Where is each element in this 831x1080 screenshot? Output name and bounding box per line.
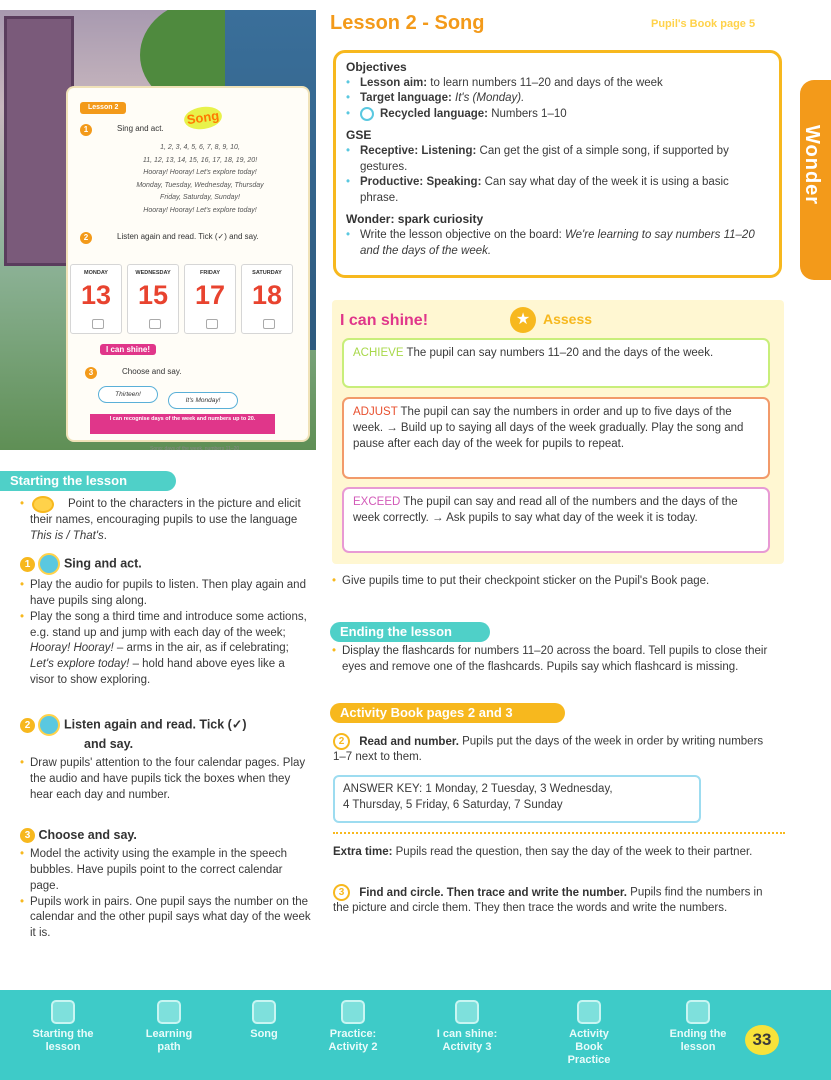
objectives-box bbox=[333, 50, 782, 278]
tick-box bbox=[263, 319, 275, 329]
i-can-shine-label: I can shine! bbox=[100, 344, 156, 355]
activity-3-heading: 3 Choose and say. bbox=[20, 827, 137, 844]
starting-lesson-heading: Starting the lesson bbox=[0, 471, 176, 491]
list-item: • Play the audio for pupils to listen. Then play again and have pupils sing along. bbox=[20, 578, 312, 610]
assess-label: Assess bbox=[543, 311, 593, 327]
exceed-box: EXCEED The pupil can say and read all of the numbers and the days of the week correctly. → Ask pupils to say what day of the week it is today. bbox=[342, 487, 770, 553]
list-item: • Productive: Speaking: Can say what day of the week it is using a basic phrase. bbox=[346, 175, 769, 207]
task-3-number: 3 bbox=[85, 367, 97, 379]
speech-bubble: It's Monday! bbox=[168, 392, 238, 409]
lyric-line: Friday, Saturday, Sunday! bbox=[160, 194, 240, 201]
objectives-heading: Objectives bbox=[346, 60, 407, 74]
list-item: • Lesson aim: to learn numbers 11–20 and days of the week bbox=[346, 76, 769, 92]
path-icon bbox=[157, 1000, 181, 1024]
tick-box bbox=[206, 319, 218, 329]
lyric-line: Hooray! Hooray! Let's explore today! bbox=[143, 169, 257, 176]
lesson-icon bbox=[51, 1000, 75, 1024]
nav-practice-activity-2[interactable]: Practice: Activity 2 bbox=[318, 1000, 388, 1054]
nav-starting-the-lesson[interactable]: Starting the lesson bbox=[28, 1000, 98, 1054]
ending-lesson-heading: Ending the lesson bbox=[330, 622, 490, 642]
activity-1-heading: 1 Sing and act. bbox=[20, 553, 142, 575]
calendar-page: FRIDAY 17 bbox=[184, 264, 236, 334]
achieve-box: ACHIEVE The pupil can say numbers 11–20 and the days of the week. bbox=[342, 338, 770, 388]
pupils-book-thumbnail bbox=[0, 10, 316, 450]
page-title: Lesson 2 - Song bbox=[330, 12, 485, 34]
nav-song[interactable]: Song bbox=[229, 1000, 299, 1041]
star-icon bbox=[32, 496, 54, 513]
task-1-number: 1 bbox=[80, 124, 92, 136]
activity-3-bullets bbox=[20, 847, 312, 942]
tick-box bbox=[92, 319, 104, 329]
task-3-label: Choose and say. bbox=[122, 367, 182, 376]
ab-activity-2: 2 Read and number. Pupils put the days of the week in order by writing numbers 1–7 next to them. bbox=[333, 733, 773, 766]
task-2-label: Listen again and read. Tick (✓) and say. bbox=[117, 232, 259, 241]
flag-icon bbox=[686, 1000, 710, 1024]
list-item: • Play the song a third time and introduce some actions, e.g. stand up and jump with each day of the week; Hooray! Hooray! – arms in the air, as if celebrating; Let's explore today! – hold hand above eyes like a visor to show exploring. bbox=[20, 610, 312, 689]
starting-lesson-text: • Point to the characters in the picture and elicit their names, encouraging pupils to use the language This is / That's. bbox=[20, 497, 312, 545]
calendar-page: WEDNESDAY 15 bbox=[127, 264, 179, 334]
activity-book-heading: Activity Book pages 2 and 3 bbox=[330, 703, 565, 723]
activity-1-bullets bbox=[20, 578, 312, 689]
song-lyrics bbox=[100, 142, 300, 217]
wonder-side-tab: Wonder bbox=[800, 80, 831, 280]
list-item: • Write the lesson objective on the board: We're learning to say numbers 11–20 and the days of the week. bbox=[346, 228, 769, 260]
lyric-line: 11, 12, 13, 14, 15, 16, 17, 18, 19, 20! bbox=[142, 156, 258, 164]
star-icon: ★ bbox=[510, 307, 536, 333]
sticker-note: • Give pupils time to put their checkpoint sticker on the Pupil's Book page. bbox=[332, 574, 772, 590]
lyric-line: 1, 2, 3, 4, 5, 6, 7, 8, 9, 10, bbox=[160, 144, 240, 151]
answer-key-box: ANSWER KEY: 1 Monday, 2 Tuesday, 3 Wednesday, 4 Thursday, 5 Friday, 6 Saturday, 7 Sunday bbox=[333, 775, 701, 823]
calendar-page: MONDAY 13 bbox=[70, 264, 122, 334]
book-icon bbox=[577, 1000, 601, 1024]
list-item: • Pupils work in pairs. One pupil says the number on the calendar and the other pupil says what day of the week it is. bbox=[20, 895, 312, 943]
list-item: • Recycled language: Numbers 1–10 bbox=[346, 107, 769, 123]
list-item: • Receptive: Listening: Can get the gist of a simple song, if supported by gestures. bbox=[346, 144, 769, 176]
headphones-icon bbox=[38, 553, 60, 575]
i-can-shine-title: I can shine! bbox=[340, 312, 429, 329]
ending-lesson-text: • Display the flashcards for numbers 11–20 across the board. Tell pupils to close their eyes and remove one of the flashcards. Pupils say which flashcard is missing. bbox=[332, 644, 778, 676]
nav-learning-path[interactable]: Learning path bbox=[134, 1000, 204, 1054]
list-item: • Target language: It's (Monday). bbox=[346, 91, 769, 107]
music-icon bbox=[252, 1000, 276, 1024]
list-item: • Draw pupils' attention to the four calendar pages. Play the audio and have pupils tick the boxes when they hear each day and number. bbox=[20, 756, 312, 804]
nav-i-can-shine-activity-3[interactable]: I can shine: Activity 3 bbox=[432, 1000, 502, 1054]
lyric-line: Hooray! Hooray! Let's explore today! bbox=[143, 206, 257, 214]
lesson-tag: Lesson 2 bbox=[80, 102, 126, 114]
headphones-icon bbox=[38, 714, 60, 736]
nav-activity-book-practice[interactable]: Activity Book Practice bbox=[554, 1000, 624, 1067]
page-number: 33 bbox=[745, 1025, 779, 1055]
tick-box bbox=[149, 319, 161, 329]
activity-2-heading: 2 Listen again and read. Tick (✓) and say. bbox=[20, 714, 246, 753]
house-illustration bbox=[4, 16, 74, 266]
song-badge: Song bbox=[183, 104, 224, 131]
wonder-heading: Wonder: spark curiosity bbox=[346, 212, 484, 227]
shine-icon bbox=[455, 1000, 479, 1024]
pupils-book-page: Pupil's Book page 5 bbox=[651, 18, 756, 30]
practice-icon bbox=[341, 1000, 365, 1024]
recycle-icon bbox=[360, 107, 374, 121]
extra-time: Extra time: Pupils read the question, then say the day of the week to their partner. bbox=[333, 846, 753, 858]
gse-heading: GSE bbox=[346, 128, 372, 143]
task-1-label: Sing and act. bbox=[117, 124, 164, 133]
nav-ending-the-lesson[interactable]: Ending the lesson bbox=[663, 1000, 733, 1054]
calendar-page: SATURDAY 18 bbox=[241, 264, 293, 334]
adjust-box: ADJUST The pupil can say the numbers in order and up to five days of the week. → Build up to saying all days of the week gradually. Play the song and pause after each day of the week for pupils to repeat. bbox=[342, 397, 770, 479]
list-item: • Model the activity using the example in the speech bubbles. Have pupils point to the correct calendar page. bbox=[20, 847, 312, 895]
task-2-number: 2 bbox=[80, 232, 92, 244]
dotted-divider bbox=[333, 832, 785, 834]
i-can-strip: I can recognise days of the week and numbers up to 20. bbox=[90, 414, 275, 434]
thumbnail-footer: Song: days of the week, numbers 11–20 bbox=[150, 446, 240, 450]
activity-2-bullets bbox=[20, 756, 312, 804]
speech-bubble: Thirteen! bbox=[98, 386, 158, 403]
lyric-line: Monday, Tuesday, Wednesday, Thursday bbox=[136, 181, 264, 189]
ab-activity-3: 3 Find and circle. Then trace and write the number. Pupils find the numbers in the picture and circle them. They then trace the words and write the numbers. bbox=[333, 884, 773, 917]
